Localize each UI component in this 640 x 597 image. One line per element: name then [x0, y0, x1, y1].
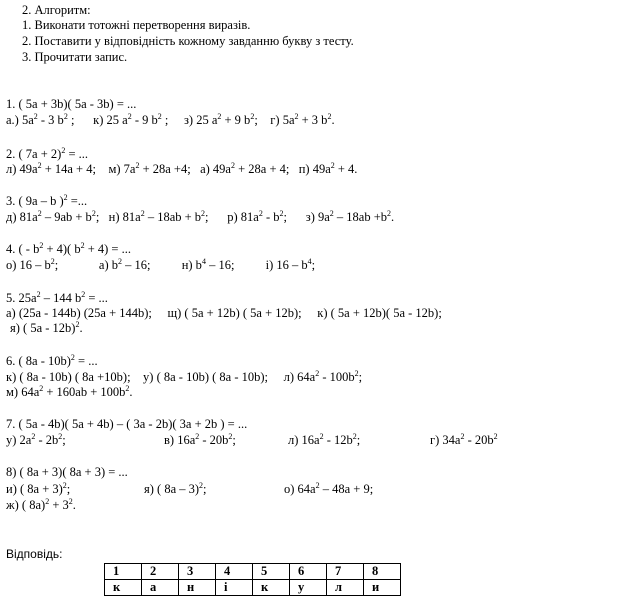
answer-letter-cell: к	[105, 580, 142, 596]
task-4-question: 4. ( - $b^2 + 4$)( $b^2 + 4$) = ...	[6, 241, 131, 256]
answer-numbers-row	[105, 564, 401, 580]
answer-number-cell: 2	[142, 564, 179, 580]
algorithm-title: 2. Алгоритм:	[22, 3, 91, 17]
answer-letter-cell: у	[290, 580, 327, 596]
task-5-options-line-2: я) ( 5a - 12b)$^2$.	[10, 320, 83, 335]
task-7-option-u: у) $2a^2 - 2b^2$;	[6, 432, 66, 447]
task-8-option-zh: ж) ( $8a)^2 + 3^2$.	[6, 497, 76, 512]
task-6-options-line-1: к) ( 8a - 10b) ( 8a +10b); у) ( 8a - 10b) ( 8a - 10b); л) $64a^2 - 100b^2$;	[6, 369, 363, 384]
task-7-option-v: в) $16a^2 - 20b^2$;	[164, 432, 236, 447]
answer-number-cell: 3	[179, 564, 216, 580]
answer-number-cell: 1	[105, 564, 142, 580]
task-7-question: 7. ( 5a - 4b)( 5a + 4b) – ( 3a - 2b)( 3a + 2b ) = ...	[6, 417, 248, 431]
algorithm-step-2: 2. Поставити у відповідність кожному завданню букву з тесту.	[22, 34, 354, 48]
task-5-question: 5. $25a^2 - 144$ $b^2$ = ...	[6, 290, 108, 305]
answer-number-cell: 4	[216, 564, 253, 580]
task-1-options: а.) $5a^2 - 3$ $b^2$ ; к) 25 $a^2 - 9$ $b^2$ ; з) 25 $a^2 + 9$ $b^2$; г) $5a^2 + 3$ $b^2$.	[6, 112, 335, 127]
task-8-option-ya: я) ( 8a – 3)$^2$;	[144, 481, 207, 496]
task-1-question: 1. ( 5a + 3b)( 5a - 3b) = ...	[6, 97, 137, 111]
algorithm-step-1: 1. Виконати тотожні перетворення виразів.	[22, 18, 251, 32]
task-8-option-i: и) ( 8a + 3)$^2$;	[6, 481, 71, 496]
task-8-option-o: о) $64a^2 - 48a + 9$;	[284, 481, 374, 496]
task-2-options: л) $49a^2 + 14a + 4$; м) $7a^2 + 28a +4$; а) $49a^2 + 28a + 4$; п) $49a^2 + 4$.	[6, 161, 358, 176]
task-5-options-line-1: а) (25a - 144b) (25a + 144b); щ) ( 5a + 12b) ( 5a + 12b); к) ( 5a + 12b)( 5a - 12b);	[6, 306, 442, 320]
task-7-option-g: г) $34a^2 - 20b^2$	[430, 432, 498, 447]
task-6-question: 6. ( 8a - 10b)$^2$ = ...	[6, 353, 98, 368]
task-7-option-l: л) $16a^2 - 12b^2$;	[288, 432, 361, 447]
answer-number-cell: 8	[364, 564, 401, 580]
answer-letter-cell: і	[216, 580, 253, 596]
task-4-options: о) $16 - b^2$; а) $b^2 - 16$; н) $b^4 - 16$; і) $16 - b^4$;	[6, 257, 316, 272]
answer-letter-cell: н	[179, 580, 216, 596]
answer-letter-cell: а	[142, 580, 179, 596]
algorithm-step-3: 3. Прочитати запис.	[22, 50, 128, 64]
answer-number-cell: 5	[253, 564, 290, 580]
answer-letter-cell: л	[327, 580, 364, 596]
answer-table	[104, 563, 401, 596]
answer-letters-row	[105, 580, 401, 596]
task-3-question: 3. ( 9a – b )$^2$ =...	[6, 193, 88, 208]
answer-letter-cell: и	[364, 580, 401, 596]
task-6-options-line-2: м) $64a^2 + 160ab + 100b^2$.	[6, 384, 133, 399]
task-3-options: д) $81a^2 - 9ab + b^2$; н) $81a^2 - 18ab + b^2$; р) $81a^2 - b^2$; з) $9a^2 - 18ab +b^2$.	[6, 209, 395, 224]
answer-label: Відповідь:	[6, 547, 63, 561]
task-8-question: 8) ( 8a + 3)( 8a + 3) = ...	[6, 465, 128, 479]
answer-number-cell: 7	[327, 564, 364, 580]
answer-number-cell: 6	[290, 564, 327, 580]
answer-letter-cell: к	[253, 580, 290, 596]
task-2-question: 2. ( 7a + 2)$^2$ = ...	[6, 146, 88, 161]
